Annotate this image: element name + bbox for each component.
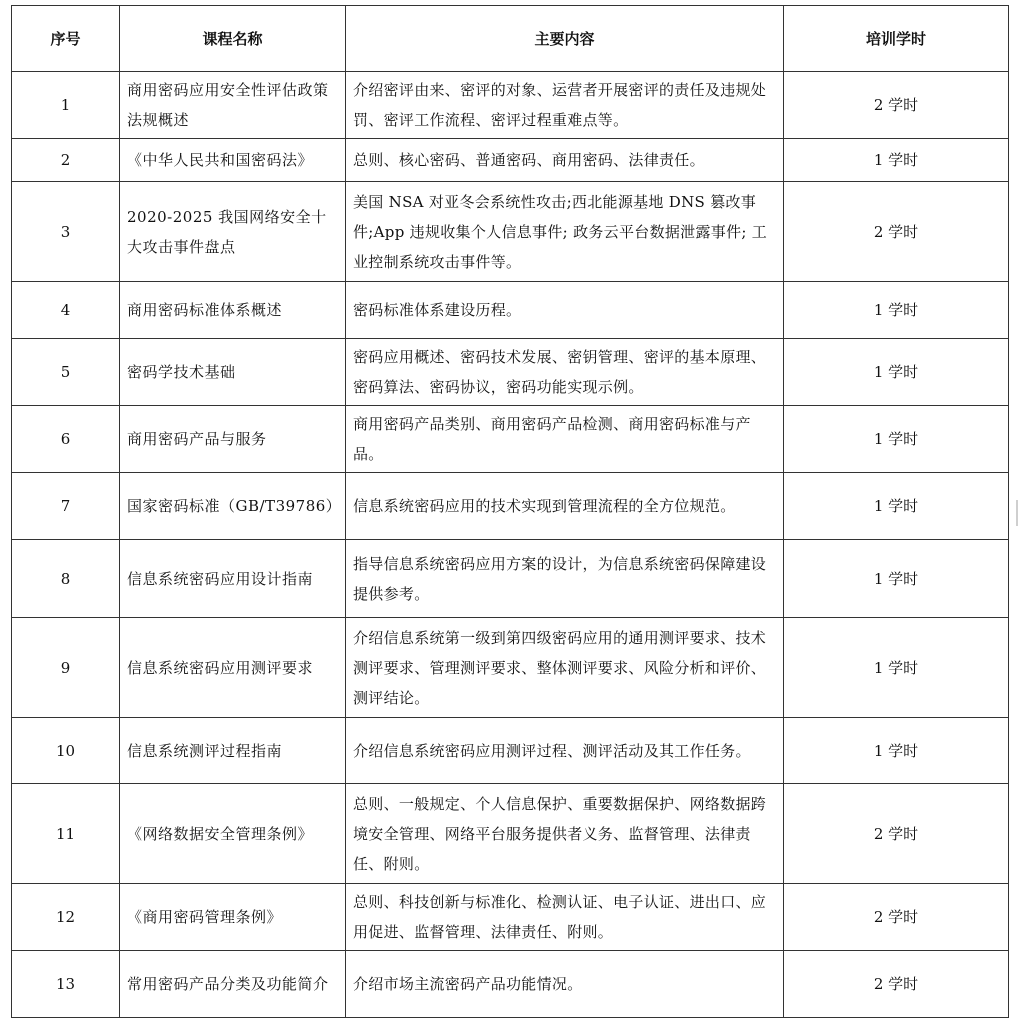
header-main-content: 主要内容 [346,6,784,72]
row-training-hours: 1 学时 [784,282,1009,339]
header-no: 序号 [12,6,120,72]
table-row [12,884,1009,951]
row-training-hours: 2 学时 [784,182,1009,282]
row-training-hours: 1 学时 [784,540,1009,618]
row-training-hours: 1 学时 [784,139,1009,182]
row-training-hours: 2 学时 [784,784,1009,884]
row-course-name: 常用密码产品分类及功能简介 [120,951,346,1018]
table-row [12,618,1009,718]
row-training-hours: 1 学时 [784,339,1009,406]
row-course-name: 《网络数据安全管理条例》 [120,784,346,884]
row-main-content: 总则、一般规定、个人信息保护、重要数据保护、网络数据跨境安全管理、网络平台服务提供者义务、监督管理、法律责任、附则。 [346,784,784,884]
table-row [12,182,1009,282]
row-no: 2 [12,139,120,182]
row-training-hours: 1 学时 [784,618,1009,718]
row-course-name: 商用密码产品与服务 [120,406,346,473]
row-no: 3 [12,182,120,282]
row-no: 6 [12,406,120,473]
row-main-content: 密码应用概述、密码技术发展、密钥管理、密评的基本原理、密码算法、密码协议，密码功能实现示例。 [346,339,784,406]
row-no: 11 [12,784,120,884]
row-training-hours: 2 学时 [784,951,1009,1018]
row-training-hours: 1 学时 [784,406,1009,473]
table-row [12,406,1009,473]
table-row [12,951,1009,1018]
row-main-content: 密码标准体系建设历程。 [346,282,784,339]
table-header-row [12,6,1009,72]
row-main-content: 介绍信息系统密码应用测评过程、测评活动及其工作任务。 [346,718,784,784]
row-course-name: 密码学技术基础 [120,339,346,406]
table-row [12,784,1009,884]
row-training-hours: 1 学时 [784,718,1009,784]
table-row [12,139,1009,182]
course-table [11,5,1009,1018]
row-no: 13 [12,951,120,1018]
row-no: 8 [12,540,120,618]
table-row [12,540,1009,618]
row-course-name: 商用密码标准体系概述 [120,282,346,339]
row-main-content: 信息系统密码应用的技术实现到管理流程的全方位规范。 [346,473,784,540]
row-course-name: 《商用密码管理条例》 [120,884,346,951]
row-main-content: 指导信息系统密码应用方案的设计，为信息系统密码保障建设提供参考。 [346,540,784,618]
row-no: 5 [12,339,120,406]
row-main-content: 总则、科技创新与标准化、检测认证、电子认证、进出口、应用促进、监督管理、法律责任、附则。 [346,884,784,951]
row-main-content: 总则、核心密码、普通密码、商用密码、法律责任。 [346,139,784,182]
row-no: 7 [12,473,120,540]
row-no: 4 [12,282,120,339]
row-course-name: 信息系统密码应用测评要求 [120,618,346,718]
row-course-name: 商用密码应用安全性评估政策法规概述 [120,72,346,139]
row-main-content: 介绍市场主流密码产品功能情况。 [346,951,784,1018]
row-no: 12 [12,884,120,951]
row-main-content: 介绍信息系统第一级到第四级密码应用的通用测评要求、技术测评要求、管理测评要求、整体测评要求、风险分析和评价、测评结论。 [346,618,784,718]
row-training-hours: 2 学时 [784,72,1009,139]
table-row [12,282,1009,339]
row-training-hours: 1 学时 [784,473,1009,540]
header-training-hours: 培训学时 [784,6,1009,72]
header-course-name: 课程名称 [120,6,346,72]
table-row [12,473,1009,540]
row-main-content: 介绍密评由来、密评的对象、运营者开展密评的责任及违规处罚、密评工作流程、密评过程重难点等。 [346,72,784,139]
row-main-content: 商用密码产品类别、商用密码产品检测、商用密码标准与产品。 [346,406,784,473]
row-no: 9 [12,618,120,718]
row-no: 1 [12,72,120,139]
row-course-name: 2020-2025 我国网络安全十大攻击事件盘点 [120,182,346,282]
table-row [12,72,1009,139]
table-row [12,718,1009,784]
row-course-name: 信息系统密码应用设计指南 [120,540,346,618]
row-course-name: 信息系统测评过程指南 [120,718,346,784]
row-course-name: 《中华人民共和国密码法》 [120,139,346,182]
row-main-content: 美国 NSA 对亚冬会系统性攻击;西北能源基地 DNS 篡改事件;App 违规收集个人信息事件; 政务云平台数据泄露事件; 工业控制系统攻击事件等。 [346,182,784,282]
row-course-name: 国家密码标准（GB/T39786） [120,473,346,540]
table-row [12,339,1009,406]
window-edge-marker [1016,500,1018,526]
row-training-hours: 2 学时 [784,884,1009,951]
row-no: 10 [12,718,120,784]
